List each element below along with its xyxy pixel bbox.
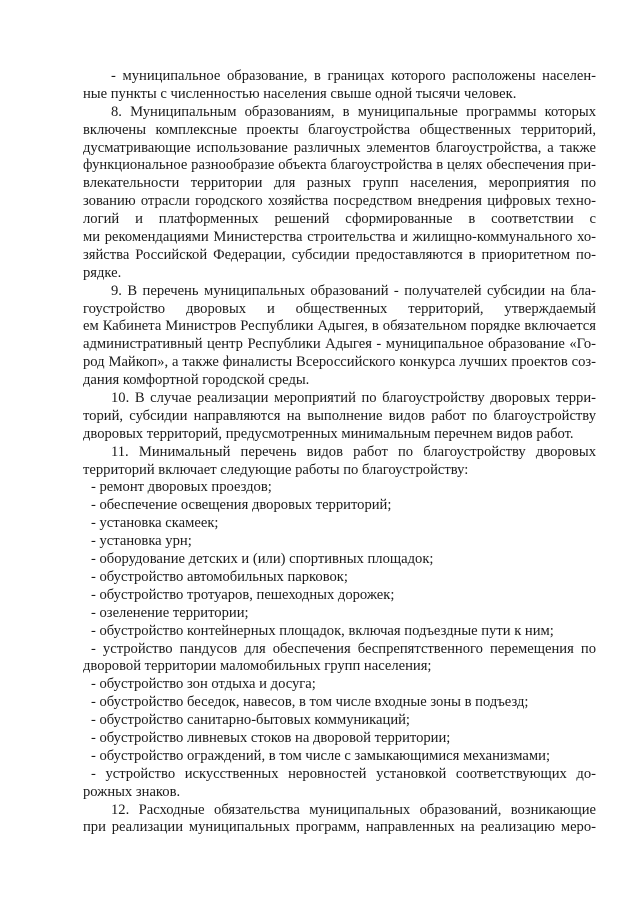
list-item-continuation: дворовой территории маломобильных групп населения; bbox=[83, 658, 432, 675]
text-line: 8. Муниципальным образованиям, в муниципальные программы которых bbox=[111, 103, 596, 120]
text-line: административный центр Республики Адыгея - муниципальное образование «Го- bbox=[83, 336, 596, 353]
text-line: - муниципальное образование, в границах которого расположены населен- bbox=[111, 68, 596, 84]
text-line: логий и платформенных решений сформированные в соответствии с bbox=[83, 211, 596, 228]
text-line: зяйства Российской Федерации, субсидии предоставляются в приоритетном по- bbox=[83, 246, 596, 263]
list-item: - обеспечение освещения дворовых территорий; bbox=[91, 497, 392, 514]
paragraph-9 bbox=[83, 283, 596, 390]
text-line: рядке. bbox=[83, 264, 122, 281]
list-item: - обустройство ливневых стоков на дворовой территории; bbox=[91, 729, 451, 746]
text-line: гоустройство дворовых и общественных территорий, утверждаемый bbox=[83, 300, 596, 317]
list-item: - обустройство санитарно-бытовых коммуникаций; bbox=[91, 712, 410, 729]
text-line: 10. В случае реализации мероприятий по благоустройству дворовых терри- bbox=[111, 390, 596, 407]
text-line: ные пункты с численностью населения свыше одной тысячи человек. bbox=[83, 85, 517, 102]
text-line: влекательности территории для разных групп населения, мероприятия по bbox=[83, 175, 596, 192]
list-item: - обустройство тротуаров, пешеходных дорожек; bbox=[91, 586, 395, 603]
list-item: - установка скамеек; bbox=[91, 515, 219, 532]
list-item: - оборудование детских и (или) спортивных площадок; bbox=[91, 551, 434, 568]
text-line: зованию отрасли городского хозяйства посредством внедрения цифровых техно- bbox=[83, 193, 596, 210]
list-item: - обустройство автомобильных парковок; bbox=[91, 568, 348, 585]
list-item: - озеленение территории; bbox=[91, 604, 249, 621]
paragraph-municipal-population bbox=[83, 68, 596, 104]
text-line: ем Кабинета Министров Республики Адыгея, в обязательном порядке включается bbox=[83, 318, 596, 335]
text-line: торий, субсидии направляются на выполнение видов работ по благоустройству bbox=[83, 407, 596, 424]
text-line: территорий включает следующие работы по благоустройству: bbox=[83, 461, 469, 478]
text-line: род Майкоп», а также финалисты Всероссийского конкурса лучших проектов соз- bbox=[83, 354, 596, 371]
paragraph-10 bbox=[83, 390, 596, 444]
paragraph-8 bbox=[83, 104, 596, 283]
text-line: дусматривающие использование различных элементов благоустройства, а также bbox=[83, 139, 596, 156]
list-item: - ремонт дворовых проездов; bbox=[91, 479, 272, 496]
list-item: - обустройство ограждений, в том числе с замыкающимися механизмами; bbox=[91, 747, 551, 764]
text-line: 11. Минимальный перечень видов работ по благоустройству дворовых bbox=[111, 443, 596, 460]
paragraph-12 bbox=[83, 802, 596, 838]
list-item: - обустройство контейнерных площадок, включая подъездные пути к ним; bbox=[91, 622, 554, 639]
list-item: - обустройство беседок, навесов, в том числе входные зоны в подъезд; bbox=[91, 694, 529, 711]
text-line: функциональное разнообразие объекта благоустройства в целях обеспечения при- bbox=[83, 157, 596, 174]
document-body bbox=[83, 68, 596, 837]
works-list bbox=[83, 479, 596, 801]
text-line: дворовых территорий, предусмотренных минимальным перечнем видов работ. bbox=[83, 425, 574, 442]
text-line: включены комплексные проекты благоустройства общественных территорий, bbox=[83, 121, 596, 138]
text-line: 9. В перечень муниципальных образований - получателей субсидии на бла- bbox=[111, 282, 596, 299]
list-item: - обустройство зон отдыха и досуга; bbox=[91, 676, 316, 693]
list-item: - устройство искусственных неровностей установкой соответствующих до- bbox=[91, 765, 596, 782]
text-line: при реализации муниципальных программ, направленных на реализацию меро- bbox=[83, 819, 596, 836]
paragraph-11 bbox=[83, 444, 596, 480]
text-line: дания комфортной городской среды. bbox=[83, 372, 310, 389]
text-line: 12. Расходные обязательства муниципальных образований, возникающие bbox=[111, 801, 596, 818]
list-item: - установка урн; bbox=[91, 533, 192, 550]
text-line: ми рекомендациями Министерства строительства и жилищно-коммунального хо- bbox=[83, 229, 596, 246]
list-item-continuation: рожных знаков. bbox=[83, 783, 181, 800]
list-item: - устройство пандусов для обеспечения беспрепятственного перемещения по bbox=[91, 640, 596, 657]
